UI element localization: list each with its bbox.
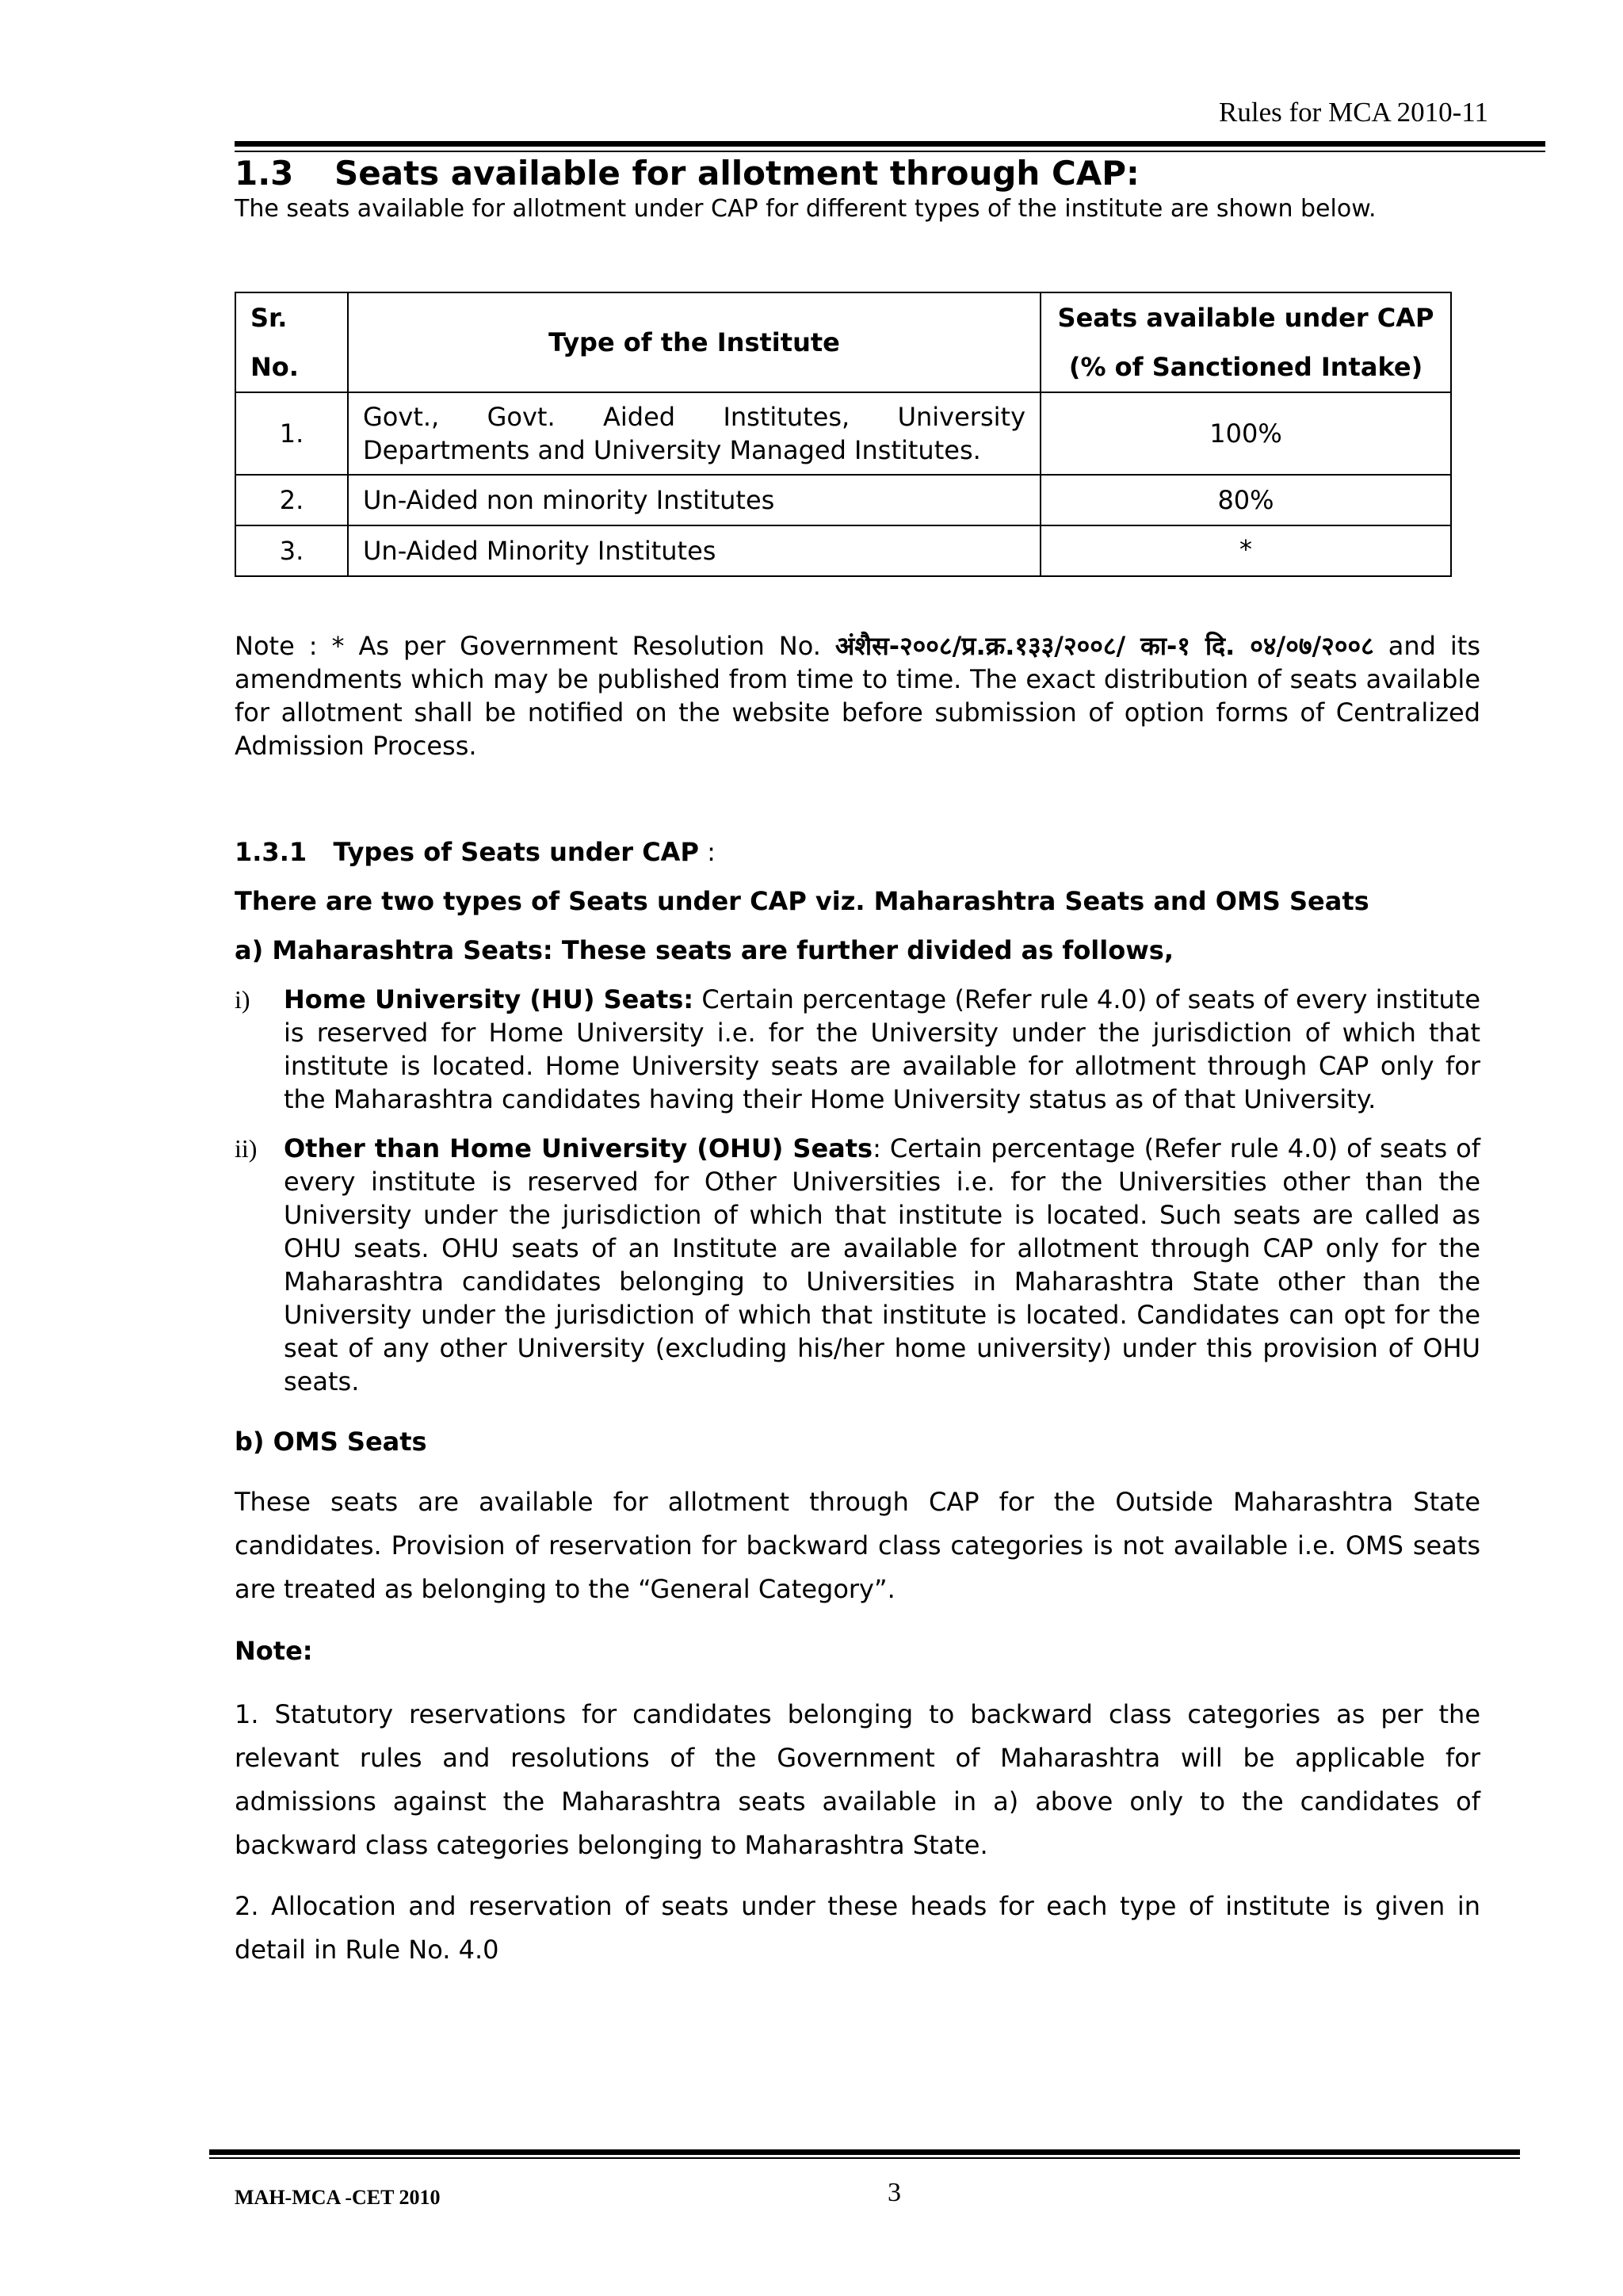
footer-label: MAH-MCA -CET 2010 [235,2186,441,2209]
section-title-text: Seats available for allotment through CAP: [334,154,1140,193]
subsection-heading [235,835,1480,869]
hu-title: Home University (HU) Seats: [284,984,694,1014]
cell-type: Govt., Govt. Aided Institutes, University Departments and University Managed Institutes. [348,392,1041,475]
note-heading: Note: [235,1636,313,1666]
cell-seats: 100% [1041,392,1451,475]
header-rule [235,141,1545,147]
header-seats [1041,292,1451,392]
cell-seats: 80% [1041,475,1451,525]
header-type: Type of the Institute [348,292,1041,392]
note-prefix: Note : * As per Government Resolution No. [235,631,821,661]
resolution-number: अंशैस-२००८/प्र.क्र.१३३/२००८/ का-१ दि. ०४/०७/२००८ [834,631,1374,661]
section-number: 1.3 [235,154,294,193]
table-row [235,525,1451,576]
section-title [235,154,1140,193]
maharashtra-seats-heading: a) Maharashtra Seats: These seats are further divided as follows, [235,935,1174,965]
cell-sr: 3. [235,525,348,576]
subsection-colon: : [707,837,716,867]
page-number: 3 [888,2178,901,2207]
cell-sr: 1. [235,392,348,475]
cell-seats: * [1041,525,1451,576]
table-header-row [235,292,1451,392]
header-seats-line1: Seats available under CAP [1057,303,1434,333]
footer-rule-thin [209,2157,1520,2159]
oms-seats-heading: b) OMS Seats [235,1427,427,1457]
running-header: Rules for MCA 2010-11 [1219,97,1488,128]
seats-table [235,292,1452,577]
ohu-text: : Certain percentage (Refer rule 4.0) of seats of every institute is reserved for Other Universities i.e. for the Universities other than the University under the jurisdiction of which that institute is located. Such seats are called as OHU seats. OHU seats of an Institute are available for allotment through CAP only for the Maharashtra candidates belonging to Universities in Maharashtra State other than the University under the jurisdiction of which that institute is located. Candidates can opt for the seat of any other University (excluding his/her home university) under this provision of OHU seats. [284,1133,1481,1396]
hu-text: Certain percentage (Refer rule 4.0) of seats of every institute is reserved for Home University i.e. for the University under the jurisdiction of which that institute is located. Home University seats are available for allotment through CAP only for the Maharashtra candidates having their Home University status as of that University. [284,984,1481,1114]
section-intro: The seats available for allotment under CAP for different types of the institute are shown below. [235,195,1377,223]
cell-type: Un-Aided non minority Institutes [348,475,1041,525]
ohu-title: Other than Home University (OHU) Seats [284,1133,873,1163]
header-rule-thin [235,151,1545,152]
list-item-ohu [235,1132,1480,1398]
header-sr-line1: Sr. [250,303,288,333]
table-row [235,475,1451,525]
subsection-intro: There are two types of Seats under CAP viz. Maharashtra Seats and OMS Seats [235,886,1369,916]
list-marker: i) [235,985,250,1014]
footer-rule [209,2149,1520,2155]
note-1: 1. Statutory reservations for candidates belonging to backward class categories as per the relevant rules and resolutions of the Government of Maharashtra will be applicable for admissions against the Maharashtra seats available in a) above only to the candidates of backward class categories belonging to Maharashtra State. [235,1699,1480,1860]
header-sr-line2: No. [250,352,299,382]
list-item-hu [235,983,1480,1116]
note-2: 2. Allocation and reservation of seats under these heads for each type of institute is given in detail in Rule No. 4.0 [235,1891,1480,1965]
note-resolution [235,629,1480,762]
cell-sr: 2. [235,475,348,525]
note-rest: and its amendments which may be published from time to time. The exact distribution of seats available for allotment shall be notified on the website before submission of option forms of Centralized Admission Process. [235,631,1480,761]
oms-seats-text: These seats are available for allotment through CAP for the Outside Maharashtra State candidates. Provision of reservation for backward class categories is not available i.e. OMS seats are treated as belonging to the “General Category”. [235,1487,1480,1604]
cell-type: Un-Aided Minority Institutes [348,525,1041,576]
header-sr-no [235,292,348,392]
header-seats-line2: (% of Sanctioned Intake) [1068,352,1423,382]
subsection-title: Types of Seats under CAP [333,837,699,867]
subsection-number: 1.3.1 [235,837,307,867]
list-marker: ii) [235,1134,258,1163]
table-row [235,392,1451,475]
